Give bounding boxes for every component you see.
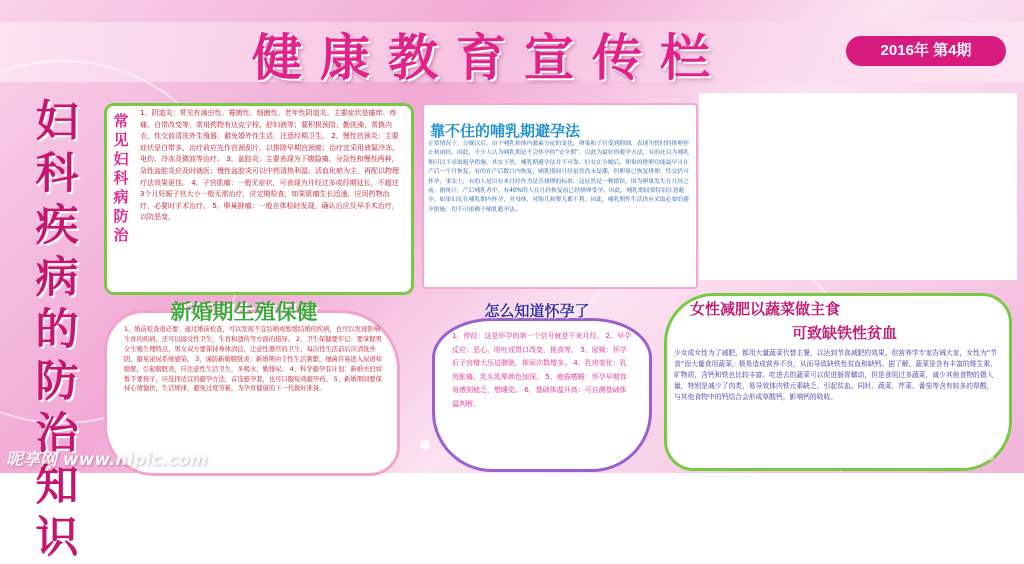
gynecology-panel-body: 1、阴道炎：常见有滴虫性、霉菌性、细菌性、老年性阴道炎。主要症状是瘙痒、疼痛、白带改变等，常用药物有达克宁栓、舒妇液等；要积极预防、勤洗澡、常换内衣，性交前清洗外生殖器，避免婚外性生活，注意经期卫生。 2、慢性宫颈炎：主要症状是白带多、治疗前应先作宫颈刮片，以排除早期宫颈癌；治疗宜采用液氮冷冻、电灼、冷冻及微波等治疗。 3、盆腔炎：主要表现为下腹隐痛，分急性和慢性两种，急性盆腔炎应及时就医；慢性盆腔炎可以中药清热利湿、活血化瘀为主，再配以物理疗法效果更佳。 4、子宫肌瘤：一般无症状，可表现为月经过多或经期延长，不超过3个月妊娠子宫大小一般无需治疗，应定期检查，如果肌瘤生长迅速，应用药物治疗，必要时手术治疗。 5、卵巢肿瘤：一般在体检时发现，确认后应及早手术治疗，以防恶变。 (140, 109, 399, 222)
watermark-id: ID:26643792 NO:20160526151224526000 (780, 452, 994, 463)
contraception-panel-body: 正常情况下，分娩以后，由于哺乳和体内激素分泌的变化，卵巢和子宫受到抑制，表现为暂时的排卵停止和闭经。因此，不少人认为哺乳期是不会怀孕的“安全期”，以此为最好的避孕方法，有的还以为哺乳期可以不采取避孕措施。其实不然，哺乳期避孕法并不可靠。妇女在分娩后，卵巢的排卵功能最早可在产后一个月恢复，有的在产后数月内恢复，哺乳期间月经虽然尚未复潮，但卵巢已恢复排卵，性交仍可怀孕。事实上，有的人是以有来月经作为是否排卵的标准，这显然是一种错误。因为卵巢发生在月经之前，据统计，产后哺乳者中，有40%的人在月经恢复前已经排卵受孕。因此，哺乳期间要特别注意避孕。如果妇女在哺乳期内怀孕，对母体、对胎儿和婴儿都不利。因此，哺乳期性生活仍应采取必要的避孕措施，切不可依赖于哺乳避孕法。 (428, 141, 690, 213)
decorative-flower (420, 440, 430, 450)
diet-panel-title: 女性减肥以蔬菜做主食 (690, 300, 841, 318)
side-title: 妇科疾病的防治知识 (35, 97, 79, 563)
diet-panel-body: 少女或女性为了减肥，都用大量蔬菜代替主餐，以达到节食减肥的效果。但营养学专家告诫大家，女性为“节食”而大量食用蔬菜，极易造成营养不良，从而导致缺铁性贫血和缺钙。据了解，蔬菜是含有丰富的维生素、矿物质，含钙和铁也比较丰富。吃进去的蔬菜可以促进肠胃蠕动，但是食用过多蔬菜，减少其他食物的摄入量，特别是减少了肉类，易导致体内铁元素缺乏，引起贫血。同时，蔬菜、芹菜、番茄等含有较多的草酸，与其他食物中的钙结合会形成草酸钙，影响钙的吸收。 (674, 349, 997, 401)
pregnancy-panel-body: 1、停经：这是怀孕的第一个信号就是不来月经。 2、早孕反应：恶心、呕吐或胃口改变，挑食等。 3、尿频：怀孕后子宫增大压迫膀胱，排尿次数增多。 4、乳房变化：乳房胀痛，乳头乳晕颜色加深。 5、疲倦嗜睡：怀孕早期容易感到疲乏，想睡觉。 6、基础体温升高：可自测基础体温判断。 (452, 332, 632, 408)
diet-panel-subtitle: 可致缺铁性贫血 (792, 324, 898, 342)
premarital-panel-body: 1、婚前检查很必要：通过婚前检查，可以发现不宜结婚或暂缓结婚的疾病，也可以发现影响生育的疾病，还可以接受性卫生、生育和遗传等方面的指导。 2、卫生保健要牢记：要掌握男女生殖生理特点，男女双方要保持身体清洁，注意性器官的卫生，每次性生活前后应清洗外阴，避免泌尿系统感染。 3、谨防新婚膀胱炎：新婚期由于性生活频繁，细菌容易进入尿道和膀胱，引起膀胱炎，应注意性生活卫生，多喝水，勤排尿。 4、科学避孕有计划：新婚夫妇如暂不要孩子，应选择适宜的避孕方法，首选避孕套，也可口服短效避孕药。 5、新婚期间要保持心情愉快，生活规律，避免过度劳累，为孕育健康的下一代做好准备。 (124, 326, 382, 393)
gynecology-panel-title: 常见妇科病防治 (113, 112, 129, 244)
issue-badge: 2016年 第4期 (846, 36, 1006, 66)
page-title: 健康教育宣传栏 (252, 28, 728, 87)
blank-white-area (699, 93, 1017, 280)
watermark-logo: 昵享网 www.nipic.com (6, 450, 208, 470)
premarital-panel-title: 新婚期生殖保健 (170, 300, 318, 324)
contraception-panel-title: 靠不住的哺乳期避孕法 (430, 122, 581, 140)
pregnancy-panel-title: 怎么知道怀孕了 (484, 302, 590, 320)
